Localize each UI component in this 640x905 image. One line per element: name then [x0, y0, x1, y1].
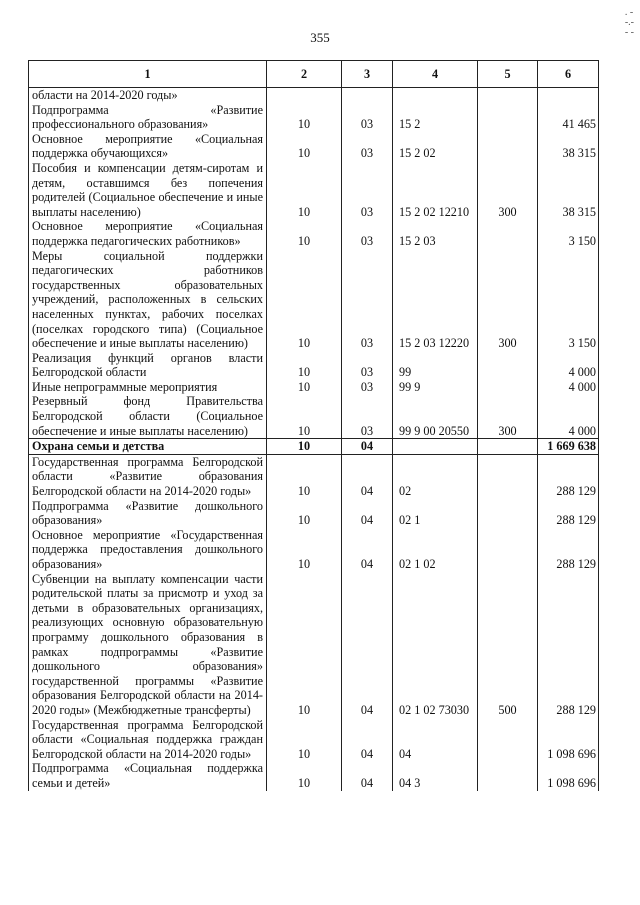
row-amount: 3 150 — [538, 219, 599, 248]
table-row — [29, 351, 599, 380]
row-description: Субвенции на выплату компенсации части родительской платы за присмотр и уход за детьми в образовательных организациях, реализующих основную образовательную программу дошкольного образования в рамках подпрограммы «Развитие дошкольного образования» государственной программы «Развитие образования Белгородской области на 2014-2020 годы» (Межбюджетные трансферты) — [29, 572, 267, 718]
row-expense-type: 300 — [478, 394, 538, 438]
row-description: области на 2014-2020 годы» — [29, 88, 267, 103]
row-target-article: 15 2 03 — [393, 219, 478, 248]
row-expense-type — [478, 761, 538, 790]
row-expense-type — [478, 454, 538, 498]
row-subsection-code: 04 — [342, 761, 393, 790]
row-section-code: 10 — [267, 394, 342, 438]
row-section-code: 10 — [267, 499, 342, 528]
row-subsection-code: 04 — [342, 718, 393, 762]
table-row — [29, 88, 599, 103]
row-target-article: 04 3 — [393, 761, 478, 790]
row-subsection-code: 04 — [342, 499, 393, 528]
row-target-article: 15 2 02 — [393, 132, 478, 161]
row-section-code: 10 — [267, 132, 342, 161]
row-amount: 288 129 — [538, 454, 599, 498]
row-amount: 4 000 — [538, 380, 599, 395]
row-amount: 288 129 — [538, 572, 599, 718]
row-section-code: 10 — [267, 761, 342, 790]
row-amount: 288 129 — [538, 528, 599, 572]
row-description: Резервный фонд Правительства Белгородской области (Социальное обеспечение и иные выплаты населению) — [29, 394, 267, 438]
col-header-6: 6 — [538, 61, 599, 88]
row-target-article: 15 2 02 12210 — [393, 161, 478, 219]
table-row — [29, 528, 599, 572]
row-description: Иные непрограммные мероприятия — [29, 380, 267, 395]
row-section-code: 10 — [267, 351, 342, 380]
col-header-3: 3 — [342, 61, 393, 88]
row-expense-type — [478, 88, 538, 103]
row-amount: 1 669 638 — [538, 439, 599, 455]
row-subsection-code: 04 — [342, 439, 393, 455]
row-amount: 38 315 — [538, 161, 599, 219]
row-subsection-code: 04 — [342, 528, 393, 572]
row-target-article: 04 — [393, 718, 478, 762]
row-subsection-code: 03 — [342, 103, 393, 132]
section-row — [29, 439, 599, 455]
row-subsection-code: 03 — [342, 380, 393, 395]
table-row — [29, 380, 599, 395]
scan-corner-marks — [625, 8, 634, 38]
row-section-code: 10 — [267, 454, 342, 498]
row-description: Основное мероприятие «Социальная поддержка педагогических работников» — [29, 219, 267, 248]
row-section-code: 10 — [267, 572, 342, 718]
table-row — [29, 161, 599, 219]
row-section-code: 10 — [267, 439, 342, 455]
row-amount: 4 000 — [538, 394, 599, 438]
col-header-5: 5 — [478, 61, 538, 88]
row-target-article: 99 9 00 20550 — [393, 394, 478, 438]
row-expense-type — [478, 132, 538, 161]
row-expense-type — [478, 380, 538, 395]
row-amount: 288 129 — [538, 499, 599, 528]
row-target-article — [393, 439, 478, 455]
row-subsection-code: 03 — [342, 394, 393, 438]
row-subsection-code — [342, 88, 393, 103]
table-body — [29, 88, 599, 791]
row-target-article — [393, 88, 478, 103]
table-row — [29, 132, 599, 161]
row-target-article: 99 — [393, 351, 478, 380]
row-amount: 4 000 — [538, 351, 599, 380]
row-description: Государственная программа Белгородской области «Социальная поддержка граждан Белгородской области на 2014-2020 годы» — [29, 718, 267, 762]
row-description: Пособия и компенсации детям-сиротам и детям, оставшимся без попечения родителей (Социальное обеспечение и иные выплаты населению) — [29, 161, 267, 219]
row-expense-type — [478, 439, 538, 455]
row-expense-type: 300 — [478, 249, 538, 351]
row-description: Охрана семьи и детства — [29, 439, 267, 455]
row-description: Подпрограмма «Развитие дошкольного образования» — [29, 499, 267, 528]
table-row — [29, 499, 599, 528]
row-target-article: 02 1 — [393, 499, 478, 528]
row-amount: 41 465 — [538, 103, 599, 132]
table-row — [29, 394, 599, 438]
row-expense-type — [478, 351, 538, 380]
row-description: Подпрограмма «Развитие профессионального образования» — [29, 103, 267, 132]
table-row — [29, 454, 599, 498]
page-number: 355 — [310, 30, 330, 45]
row-subsection-code: 03 — [342, 249, 393, 351]
table-row — [29, 761, 599, 790]
row-section-code: 10 — [267, 380, 342, 395]
row-section-code: 10 — [267, 718, 342, 762]
row-expense-type: 300 — [478, 161, 538, 219]
row-subsection-code: 03 — [342, 219, 393, 248]
row-target-article: 02 — [393, 454, 478, 498]
row-section-code: 10 — [267, 249, 342, 351]
row-section-code — [267, 88, 342, 103]
col-header-1: 1 — [29, 61, 267, 88]
table-header-row — [29, 61, 599, 88]
row-target-article: 02 1 02 73030 — [393, 572, 478, 718]
row-expense-type: 500 — [478, 572, 538, 718]
col-header-4: 4 — [393, 61, 478, 88]
row-section-code: 10 — [267, 528, 342, 572]
table-row — [29, 718, 599, 762]
row-expense-type — [478, 499, 538, 528]
col-header-2: 2 — [267, 61, 342, 88]
row-expense-type — [478, 219, 538, 248]
row-amount: 1 098 696 — [538, 718, 599, 762]
row-section-code: 10 — [267, 103, 342, 132]
row-expense-type — [478, 718, 538, 762]
table-row — [29, 249, 599, 351]
row-expense-type — [478, 528, 538, 572]
row-amount: 1 098 696 — [538, 761, 599, 790]
row-target-article: 02 1 02 — [393, 528, 478, 572]
row-subsection-code: 03 — [342, 161, 393, 219]
table-row — [29, 103, 599, 132]
row-description: Реализация функций органов власти Белгородской области — [29, 351, 267, 380]
row-description: Основное мероприятие «Государственная поддержка предоставления дошкольного образования» — [29, 528, 267, 572]
row-amount — [538, 88, 599, 103]
row-section-code: 10 — [267, 161, 342, 219]
row-target-article: 99 9 — [393, 380, 478, 395]
table-row — [29, 219, 599, 248]
row-target-article: 15 2 — [393, 103, 478, 132]
row-subsection-code: 03 — [342, 132, 393, 161]
row-description: Меры социальной поддержки педагогических работников государственных образовательных учреждений, расположенных в сельских населенных пунктах, рабочих поселках (поселках городского типа) (Социальное обеспечение и иные выплаты населению) — [29, 249, 267, 351]
row-section-code: 10 — [267, 219, 342, 248]
budget-table — [28, 60, 599, 791]
row-amount: 38 315 — [538, 132, 599, 161]
row-subsection-code: 04 — [342, 454, 393, 498]
row-description: Основное мероприятие «Социальная поддержка обучающихся» — [29, 132, 267, 161]
row-description: Подпрограмма «Социальная поддержка семьи и детей» — [29, 761, 267, 790]
row-subsection-code: 04 — [342, 572, 393, 718]
row-subsection-code: 03 — [342, 351, 393, 380]
corner-marks-text: . - -.- - - — [624, 7, 634, 38]
table-row — [29, 572, 599, 718]
row-expense-type — [478, 103, 538, 132]
row-description: Государственная программа Белгородской области «Развитие образования Белгородской области на 2014-2020 годы» — [29, 454, 267, 498]
row-amount: 3 150 — [538, 249, 599, 351]
row-target-article: 15 2 03 12220 — [393, 249, 478, 351]
